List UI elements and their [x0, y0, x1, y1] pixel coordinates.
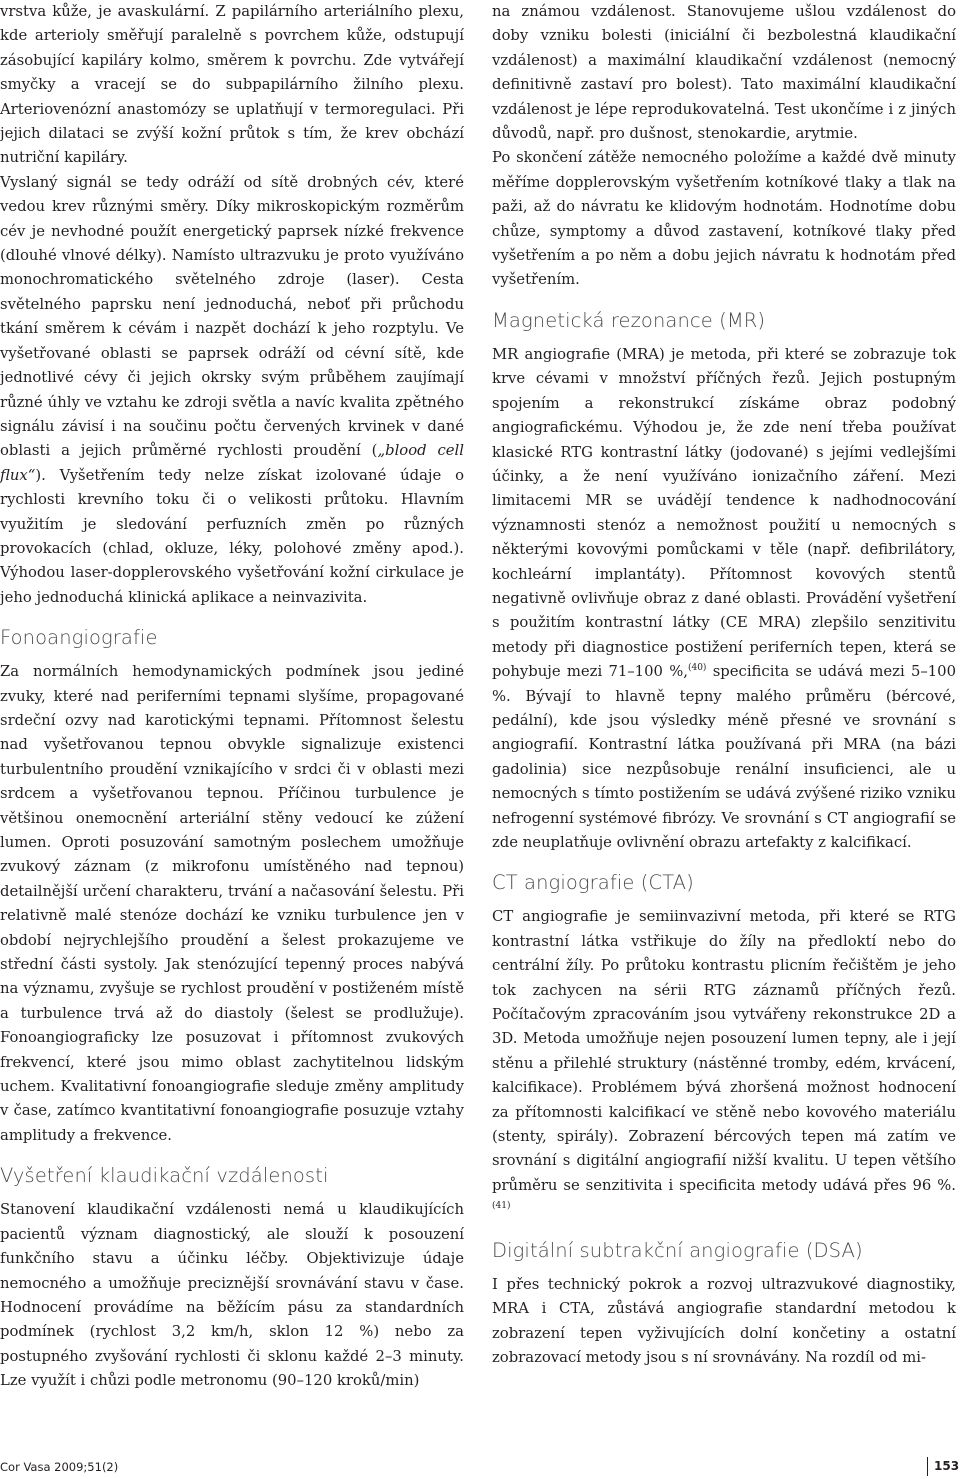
section-heading-dsa: Digitální subtrakční angiografie (DSA) [492, 1238, 863, 1262]
section-heading-klaudikace: Vyšetření klaudikační vzdálenosti [0, 1164, 329, 1188]
right-column [492, 0, 956, 1370]
italic-term: „blood cell flux“ [0, 442, 464, 484]
paragraph: Po skončení zátěže nemocného položíme a každé dvě minuty měříme dopplerovským vyšetřením kotníkové tlaky a tlak na paži, až do návratu ke klidovým hodnotám. Hodnotíme dobu chůze, symptomy a důvod zastavení, kotníkové tlaky před vyšetřením a po něm a dobu jejich návratu k hodnotám před vyšetřením. [492, 149, 956, 289]
paragraph: Za normálních hemodynamických podmínek jsou jediné zvuky, které nad periferními tepnami slyšíme, propagované srdeční ozvy nad karotickými tepnami. Přítomnost šelestu nad vyšetřovanou tepnou obvykle signalizuje existenci turbulentního proudění vznikajícího v srdci či v oblasti mezi srdcem a vyšetřovanou tepnou. Příčinou turbulence je většinou onemocnění arteriální stěny vedoucí ke zúžení lumen. Oproti posuzování samotným poslechem umožňuje zvukový záznam (z mikrofonu umístěného nad tepnou) detailnější určení charakteru, trvání a načasování šelestu. Při relativně malé stenóze dochází ke vzniku turbulence jen v období nejrychlejšího proudění a šelest prokazujeme ve střední části systoly. Jak stenózující tepenný proces nabývá na významu, zvyšuje se rychlost proudění v postiženém místě a turbulence trvá až do diastoly (šelest se prodlužuje). Fonoangiograficky lze posuzovat i přítomnost zvukových frekvencí, které jsou mimo oblast zachytitelnou lidským uchem. Kvalitativní fonoangiografie sleduje změny amplitudy v čase, zatímco kvantitativní fonoangiografie posuzuje vztahy amplitudy a frekvence. [0, 663, 464, 1144]
section-heading-cta: CT angiografie (CTA) [492, 871, 694, 895]
paragraph-text: CT angiografie je semiinvazivní metoda, při které se RTG kontrastní látka vstřikuje do žíly na předloktí nebo do centrální žíly. Po průtoku kontrastu plicním řečištěm je jeho tok zachycen na sérii RTG záznamů příčných řezů. Počítačovým zpracováním jsou vytvářeny rekonstrukce 2D a 3D. Metoda umožňuje nejen posouzení lumen tepny, ale i její stěnu a přilehlé struktury (nástěnné tromby, edém, krvácení, kalcifikace). Problémem bývá zhoršená možnost hodnocení za přítomnosti kalcifikací ve stěně nebo kovového materiálu (stenty, spirály). Zobrazení bércových tepen má zatím ve srovnání s digitální angiografií nižší kvalitu. U tepen většího průměru se senzitivita i specificita metody udává přes 96 %. [492, 908, 956, 1194]
paragraph: na známou vzdálenost. Stanovujeme ušlou vzdálenost do doby vzniku bolesti (iniciální či bezbolestná klaudikační vzdálenost) a maximální klaudikační vzdálenost (nemocný definitivně zastaví pro bolest). Tato maximální klaudikační vzdálenost je lépe reprodukovatelná. Test ukončíme i z jiných důvodů, např. pro dušnost, stenokardie, arytmie. [492, 3, 956, 143]
section-heading-mr: Magnetická rezonance (MR) [492, 308, 766, 332]
paragraph-text: ). Vyšetřením tedy nelze získat izolované údaje o rychlosti krevního toku či o velikosti průtoku. Hlavním využitím je sledování perfuzních změn po různých provokacích (chlad, okluze, léky, polohové změny apod.). Výhodou laser-dopplerovského vyšetřování kožní cirkulace je jeho jednoduchá klinická aplikace a neinvazivita. [0, 466, 464, 606]
paragraph [0, 171, 464, 610]
reference-41: (41) [492, 1201, 511, 1212]
page-footer [0, 1456, 960, 1479]
footer-divider [927, 1457, 928, 1476]
left-column [0, 0, 464, 1394]
paragraph: Stanovení klaudikační vzdálenosti nemá u klaudikujících pacientů význam diagnostický, ale slouží k posouzení funkčního stavu a účinku léčby. Objektivizuje údaje nemocného a umožňuje preciznější srovnávání stavu v čase. Hodnocení provádíme na běžícím pásu za standardních podmínek (rychlost 3,2 km/h, sklon 12 %) nebo za postupného zvyšování rychlosti či sklonu každé 2–3 minuty. Lze využít i chůzi podle metronomu (90–120 kroků/min) [0, 1201, 464, 1390]
paragraph: I přes technický pokrok a rozvoj ultrazvukové diagnostiky, MRA i CTA, zůstává angiografie standardní metodou k zobrazení tepen vyživujících dolní končetiny a ostatní zobrazovací metody jsou s ní srovnávány. Na rozdíl od mi- [492, 1275, 956, 1366]
section-heading-fonoangiografie: Fonoangiografie [0, 626, 158, 650]
paragraph-text: Vyslaný signál se tedy odráží od sítě drobných cév, které vedou krev různými směry. Díky mikroskopickým rozměrům cév je nevhodné použít energetický paprsek nízké frekvence (dlouhé vlnové délky). Namísto ultrazvuku je proto využíváno monochromatického světelného zdroje (laser). Cesta světelného paprsku není jednoduchá, neboť při průchodu tkání směrem k cévám i nazpět dochází k jeho rozptylu. Ve vyšetřované oblasti se paprsek odráží od cévní sítě, kde jednotlivé cévy či jejich okrsky svým průběhem zaujímají různé úhly ve vztahu ke zdroji světla a navíc kvalita zpětného signálu závisí i na součinu počtu červených krvinek v dané oblasti a jejich průměrné rychlosti proudění ( [0, 173, 464, 460]
journal-citation: Cor Vasa 2009;51(2) [0, 1460, 119, 1474]
page-number: 153 [934, 1459, 960, 1473]
paragraph [492, 905, 956, 1222]
paragraph-text: MR angiografie (MRA) je metoda, při které se zobrazuje tok krve cévami v množství příčných řezů. Jejich postupným spojením a rekonstrukcí získáme obraz podobný angiografickému. Výhodou je, že zde není třeba používat klasické RTG kontrastní látky (jodované) s jejími vedlejšími účinky, a že není využíváno ionizačního záření. Mezi limitacemi MR se uvádějí tendence k nadhodnocování významnosti stenóz a nemožnost použití u nemocných s některými kovovými pomůckami v těle (např. defibrilátory, kochleární implantáty). Přítomnost kovových stentů negativně ovlivňuje obraz z dané oblasti. Provádění vyšetření s použitím kontrastní látky (CE MRA) zlepšilo senzitivitu metody při diagnostice postižení periferních tepen, která se pohybuje mezi 71–100 %, [492, 345, 956, 681]
paragraph: vrstva kůže, je avaskulární. Z papilárního arteriálního plexu, kde arterioly směřují paralelně s povrchem kůže, odstupují zásobující kapiláry kolmo, směrem k povrchu. Zde vytvářejí smyčky a vracejí se do subpapilárního žilního plexu. Arteriovenózní anastomózy se uplatňují v termoregulaci. Při jejich dilataci se zvýší kožní průtok s tím, že krev obchází nutriční kapiláry. [0, 3, 464, 167]
paragraph [492, 343, 956, 856]
reference-40: (40) [687, 663, 707, 674]
paragraph-text: specificita se udává mezi 5–100 %. Bývají to hlavně tepny malého průměru (bércové, pedální), kde jsou výsledky méně přesné ve srovnání s angiografií. Kontrastní látka používaná při MRA (na bázi gadolinia) sice nezpůsobuje renální insuficienci, ale u nemocných s tímto postižením se udává zvýšené riziko vzniku nefrogenní systémové fibrózy. Ve srovnání s CT angiografií se zde neuplatňuje ovlivnění obrazu artefakty z kalcifikací. [492, 663, 956, 851]
